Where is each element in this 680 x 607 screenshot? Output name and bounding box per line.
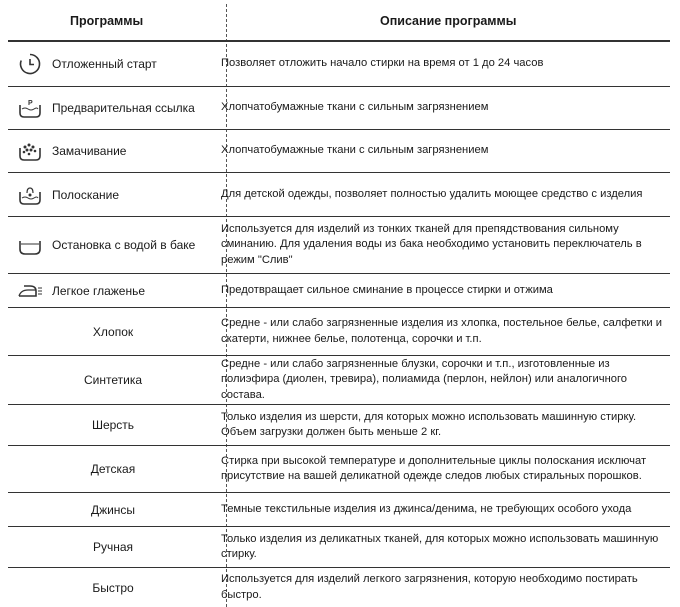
program-description: Темные текстильные изделия из джинса/денима, не требующих особого ухода — [221, 502, 632, 515]
program-description: Хлопчатобумажные ткани с сильным загрязнением — [221, 101, 489, 114]
table-row — [8, 493, 670, 527]
program-name: Детская — [90, 462, 136, 476]
program-name: Предварительная ссылка — [52, 101, 195, 115]
program-description: Позволяет отложить начало стирки на время от 1 до 24 часов — [221, 57, 544, 70]
program-description: Используется для изделий из тонких тканей для препядствования сильному сминанию. Для удаления воды из бака необходимо установить переключатель в режим "Слив" — [221, 222, 642, 266]
program-description: Используется для изделий легкого загрязнения, которую необходимо постирать быстро. — [221, 573, 638, 601]
table-row — [8, 173, 670, 217]
program-name: Синтетика — [83, 373, 143, 387]
iron-icon — [8, 280, 52, 302]
program-description: Стирка при высокой температуре и дополнительные циклы полоскания исключат присутствие на вашей деликатной одежде следов любых стиральных порошков. — [221, 454, 647, 482]
program-description: Хлопчатобумажные ткани с сильным загрязнением — [221, 144, 489, 157]
rinse-tub-icon — [8, 183, 52, 207]
programs-table — [8, 4, 670, 607]
program-name: Ручная — [92, 540, 134, 554]
svg-text:P: P — [28, 100, 33, 107]
program-name: Быстро — [92, 580, 134, 595]
description-column-header: Описание программы — [380, 14, 517, 28]
table-row — [8, 130, 670, 173]
water-hold-tub-icon — [8, 233, 52, 257]
program-name: Полоскание — [52, 187, 120, 202]
program-description: Предотвращает сильное сминание в процессе стирки и отжима — [221, 283, 553, 296]
program-name: Шерсть — [91, 418, 135, 432]
clock-icon — [8, 52, 52, 76]
program-description: Для детской одежды, позволяет полностью удалить моющее средство с изделия — [221, 187, 643, 200]
table-row — [8, 217, 670, 274]
program-name: Джинсы — [90, 502, 136, 517]
table-row — [8, 87, 670, 130]
program-name: Отложенный старт — [52, 57, 157, 71]
program-description: Только изделия из шерсти, для которых можно использовать машинную стирку. Объем загрузки должен быть меньше 2 кг. — [221, 410, 637, 438]
table-row — [8, 274, 670, 308]
table-row — [8, 308, 670, 356]
soak-tub-icon — [8, 139, 52, 163]
table-row — [8, 527, 670, 568]
table-row — [8, 356, 670, 405]
table-row — [8, 446, 670, 493]
programs-column-header: Программы — [70, 14, 144, 28]
program-name: Замачивание — [52, 144, 127, 158]
program-description: Только изделия из деликатных тканей, для которых можно использовать машинную стирку. — [221, 532, 659, 560]
program-name: Остановка с водой в баке — [52, 238, 196, 252]
prewash-tub-icon — [8, 96, 52, 120]
table-row — [8, 42, 670, 87]
table-row — [8, 405, 670, 446]
program-description: Средне - или слабо загрязненные изделия из хлопка, постельное белье, салфетки и скатерти, нижнее белье, полотенца, сорочки и т.п. — [221, 317, 663, 345]
program-description: Средне - или слабо загрязненные блузки, сорочки и т.п., изготовленные из полиэфира (диолен, тревира), полиамида (перлон, нейлон) или аналогичного состава. — [221, 357, 628, 401]
table-header — [8, 4, 670, 42]
program-name: Легкое глаженье — [52, 283, 146, 298]
program-name: Хлопок — [92, 324, 134, 339]
table-row — [8, 568, 670, 607]
